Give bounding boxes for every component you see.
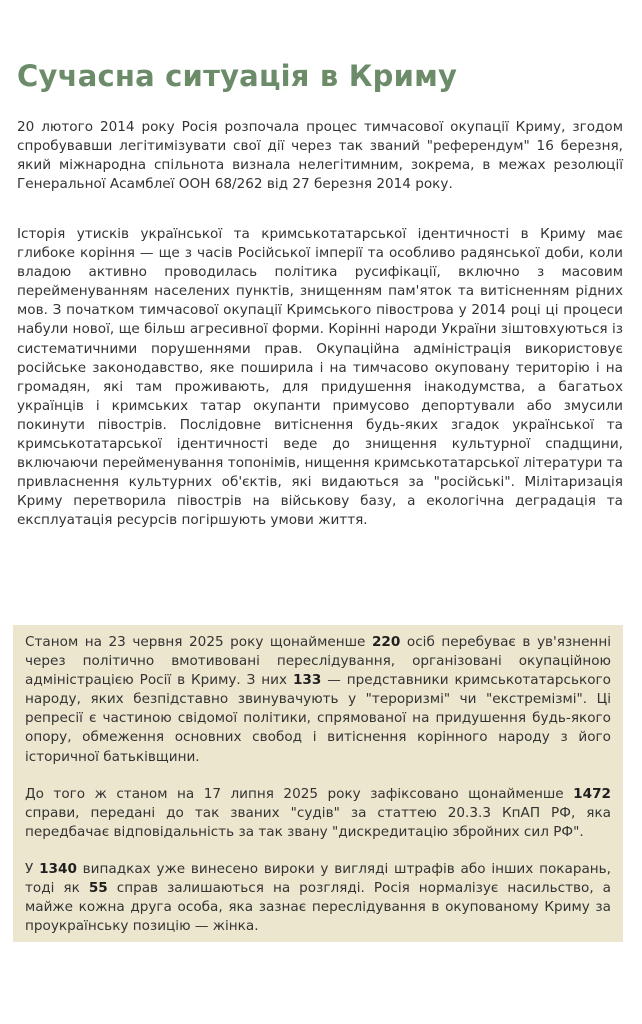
history-paragraph: Історія утисків української та кримськотатарської ідентичності в Криму має глибоке коріння — ще з часів Російської імперії та особливо радянської доби, коли владою активно проводилась політика русифікації, включно з масовим перейменуванням населених пунктів, знищенням пам'яток та витісненням рідних мов. З початком тимчасової окупації Кримського півострова у 2014 році ці процеси набули нової, ще більш агресивної форми. Корінні народи України зіштовхуються із систематичними порушеннями прав. Окупаційна адміністрація використовує російське законодавство, яке поширила і на тимчасово окуповану територію і на громадян, які там проживають, для придушення інакодумства, а багатьох українців і кримських татар окупанти примусово депортували або змусили покинути півострів. Послідовне витіснення будь-яких згадок української та кримськотатарської ідентичності веде до знищення культурної спадщини, включаючи перейменування топонімів, нищення кримськотатарської літератури та привласнення культурних об'єктів, які видаються за "російські". Мілітаризація Криму перетворила півострів на військову базу, а екологічна деградація та експлуатація ресурсів погіршують умови життя. <box>17 226 623 529</box>
page-title: Сучасна ситуація в Криму <box>17 59 458 93</box>
text-fragment: Станом на 23 червня 2025 року щонайменше <box>25 634 372 650</box>
stat-verdicts-count: 1340 <box>39 860 77 877</box>
text-fragment: випадках уже винесено вироки у вигляді штрафів або інших покарань, тоді як <box>25 860 611 897</box>
statistics-highlight-box <box>13 625 623 942</box>
court-cases-paragraph <box>25 785 611 842</box>
text-fragment: До того ж станом на 17 липня 2025 року зафіксовано щонайменше <box>25 785 574 802</box>
intro-paragraph: 20 лютого 2014 року Росія розпочала процес тимчасової окупації Криму, згодом спробувавши легітимізувати свої дії через так званий "референдум" 16 березня, який міжнародна спільнота визнала нелегітимним, зокрема, в межах резолюції Генеральної Асамблеї ООН 68/262 від 27 березня 2014 року. <box>17 119 623 193</box>
stat-cases-count: 1472 <box>573 785 611 802</box>
text-fragment: справи, передані до так званих "судів" за статтею 20.3.3 КпАП РФ, яка передбачає відповідальність за так звану "дискредитацію збройних сил РФ". <box>25 804 611 840</box>
text-fragment: осіб перебуває в ув'язненні через політично вмотивовані переслідування, організовані окупаційною адміністрацією Росії в Криму. З них <box>25 634 611 689</box>
text-fragment: У <box>25 860 40 877</box>
stat-crimean-tatars-count: 133 <box>292 672 322 689</box>
political-prisoners-paragraph <box>25 633 611 767</box>
text-fragment: — представники кримськотатарського народу, яких безпідставно звинувачують у "тероризмі" чи "екстремізмі". Ці репресії є частиною свідомої політики, спрямованої на придушення будь-якого опору, обмеження основних свобод і витіснення корінного народу з його історичної батьківщини. <box>25 672 611 765</box>
text-fragment: справ залишаються на розгляді. Росія нормалізує насильство, а майже кожна друга особа, яка зазнає переслідування в окупованому Криму за проукраїнську позицію — жінка. <box>25 880 611 935</box>
stat-pending-count: 55 <box>88 880 108 897</box>
verdicts-paragraph <box>25 860 611 936</box>
stat-prisoners-count: 220 <box>371 634 401 650</box>
